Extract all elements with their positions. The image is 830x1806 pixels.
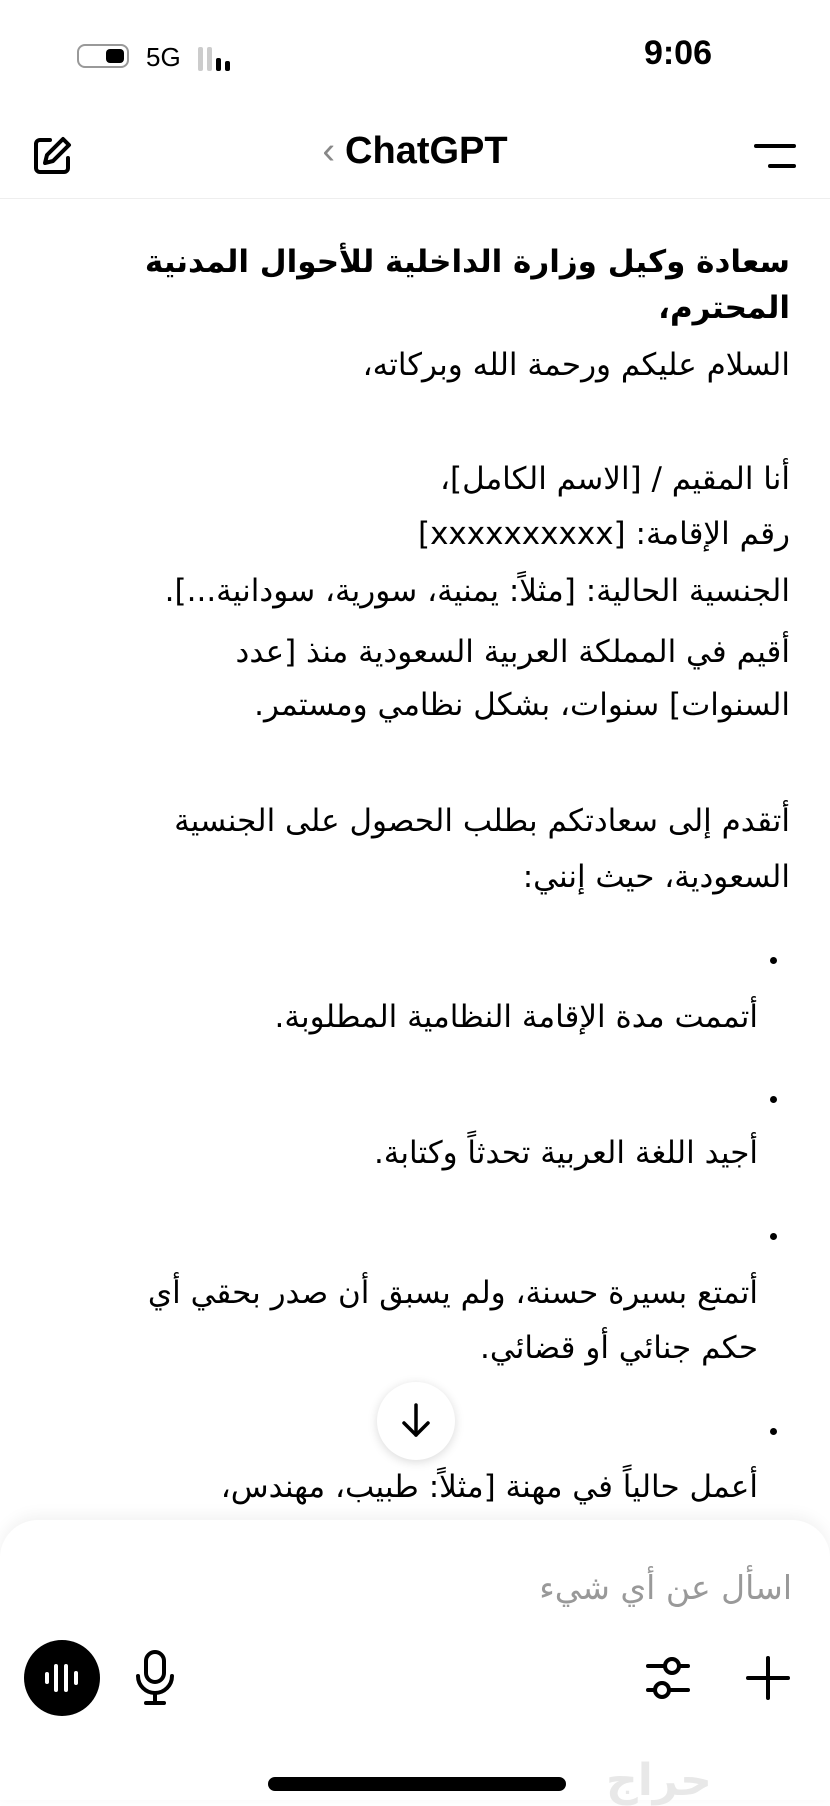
menu-icon [754,136,798,176]
dictation-button[interactable] [130,1644,180,1712]
message-line: سعادة وكيل وزارة الداخلية للأحوال المدنية [144,244,790,280]
scroll-to-bottom-button[interactable] [377,1382,455,1460]
bullet-icon [770,957,777,964]
message-line: أتقدم إلى سعادتكم بطلب الحصول على الجنسية [174,803,790,839]
message-input[interactable]: اسأل عن أي شيء [539,1568,792,1607]
message-line: أقيم في المملكة العربية السعودية منذ [عدد [235,634,790,670]
menu-button[interactable] [752,132,800,180]
chat-title-button[interactable] [0,130,830,173]
arrow-down-icon [399,1401,433,1441]
message-line: رقم الإقامة: [xxxxxxxxxx] [417,516,790,552]
plus-icon [744,1654,792,1702]
sliders-icon [644,1650,692,1706]
bullet-icon [770,1096,777,1103]
add-attachment-button[interactable] [738,1644,798,1712]
list-item: أتمتع بسيرة حسنة، ولم يسبق أن صدر بحقي أي [147,1275,758,1311]
status-bar [0,0,830,110]
tools-button[interactable] [640,1646,696,1710]
message-line: السنوات] سنوات، بشكل نظامي ومستمر. [254,687,790,723]
list-item: أجيد اللغة العربية تحدثاً وكتابة. [373,1135,758,1171]
home-indicator[interactable] [268,1777,566,1791]
waveform-icon [42,1660,82,1696]
clock: 9:06 [643,34,712,72]
network-type: 5G [146,42,181,72]
battery-icon [77,44,129,68]
bullet-icon [770,1428,777,1435]
message-line: المحترم، [658,290,790,326]
chat-title: ChatGPT [345,130,508,172]
list-item: أعمل حالياً في مهنة [مثلاً: طبيب، مهندس، [220,1469,758,1505]
watermark-logo: حراج [606,1755,712,1806]
list-item: حكم جنائي أو قضائي. [480,1330,758,1366]
app-header [0,110,830,199]
signal-icon [198,45,230,71]
message-line: السعودية، حيث إنني: [522,859,790,895]
message-line: الجنسية الحالية: [مثلاً: يمنية، سورية، سودانية...]. [164,573,790,609]
bullet-icon [770,1233,777,1240]
message-line: السلام عليكم ورحمة الله وبركاته، [362,347,790,383]
voice-mode-button[interactable] [24,1640,100,1716]
list-item: أتممت مدة الإقامة النظامية المطلوبة. [274,999,758,1035]
message-line: أنا المقيم / [الاسم الكامل]، [440,461,790,497]
microphone-icon [134,1648,176,1708]
chevron-left-icon: ‹ [322,130,336,172]
